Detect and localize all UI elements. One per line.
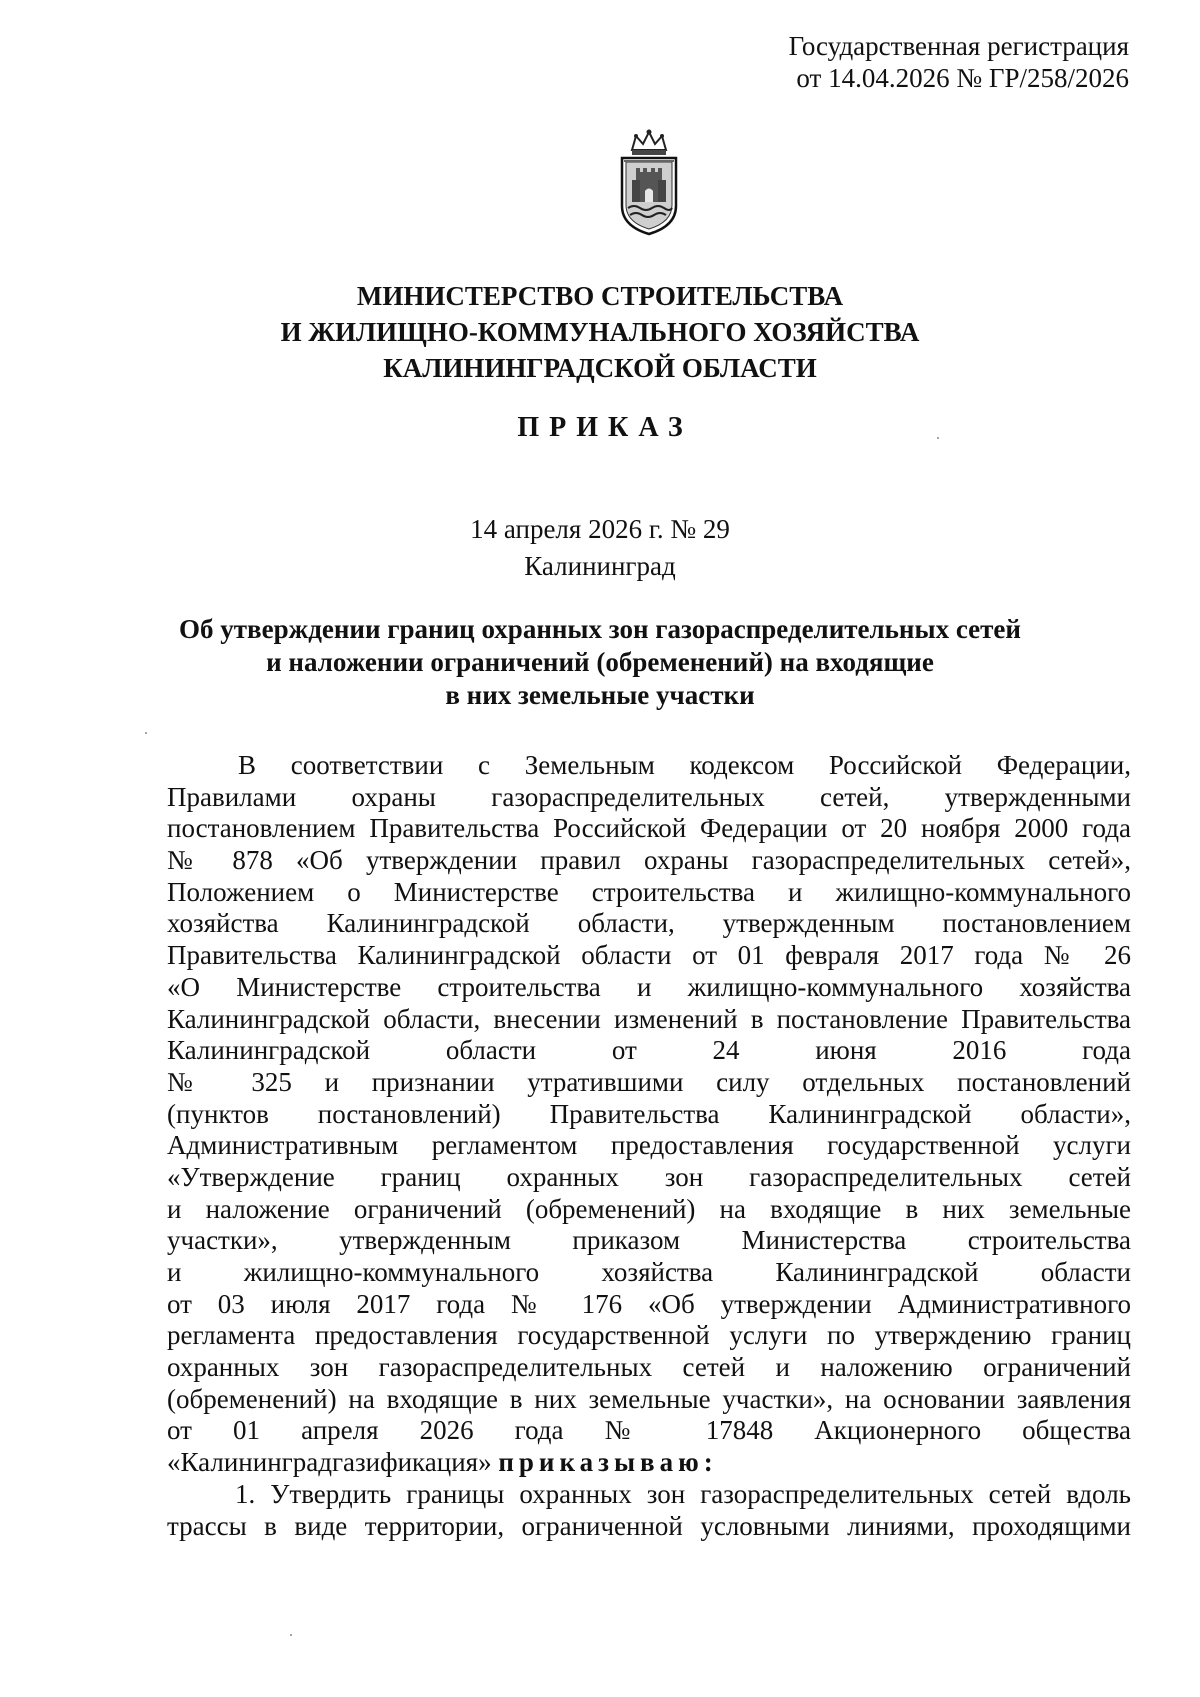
ministry-line-2: И ЖИЛИЩНО-КОММУНАЛЬНОГО ХОЗЯЙСТВА [280, 317, 920, 347]
document-type-heading: ПРИКАЗ [517, 412, 693, 443]
body-line: (обременений) на входящие в них земельные участки», на основании заявления [167, 1383, 1131, 1414]
body-line: Положением о Министерстве строительства и жилищно-коммунального [167, 876, 1131, 907]
body-line: Правительства Калининградской области от 01 февраля 2017 года № 26 [167, 940, 1131, 971]
scan-speck [145, 732, 147, 734]
body-line: охранных зон газораспределительных сетей и наложению ограничений [167, 1352, 1131, 1383]
order-date-number: 14 апреля 2026 г. № 29 [470, 514, 730, 544]
body-line: «Утверждение границ охранных зон газораспределительных сетей [167, 1161, 1131, 1192]
body-line: участки», утвержденным приказом Министерства строительства [167, 1225, 1131, 1256]
title-line-2: и наложении ограничений (обременений) на входящие [266, 647, 934, 677]
title-line-1: Об утверждении границ охранных зон газораспределительных сетей [179, 614, 1021, 644]
document-body [167, 750, 1131, 1542]
body-line: Калининградской области от 24 июня 2016 года [167, 1035, 1131, 1066]
registration-line-1: Государственная регистрация [788, 31, 1129, 61]
body-line: «О Министерстве строительства и жилищно-коммунального хозяйства [167, 971, 1131, 1002]
body-line: и наложение ограничений (обременений) на входящие в них земельные [167, 1193, 1131, 1224]
body-line: постановлением Правительства Российской Федерации от 20 ноября 2000 года [167, 813, 1131, 844]
ministry-line-3: КАЛИНИНГРАДСКОЙ ОБЛАСТИ [383, 353, 817, 383]
body-line: от 03 июля 2017 года № 176 «Об утверждении Административного [167, 1288, 1131, 1319]
item-1-line-1: 1. Утвердить границы охранных зон газораспределительных сетей вдоль [235, 1478, 1131, 1509]
registration-line-2: от 14.04.2026 № ГР/258/2026 [796, 63, 1129, 93]
body-line: В соответствии с Земельным кодексом Российской Федерации, [238, 750, 1131, 780]
date-and-place [0, 511, 1200, 585]
body-line: Правилами охраны газораспределительных сетей, утвержденными [167, 781, 1131, 812]
order-city: Калининград [524, 551, 676, 581]
ministry-line-1: МИНИСТЕРСТВО СТРОИТЕЛЬСТВА [356, 281, 844, 311]
body-line: регламента предоставления государственной услуги по утверждению границ [167, 1320, 1131, 1351]
ministry-name [150, 278, 1050, 386]
item-1-line-2: трассы в виде территории, ограниченной условными линиями, проходящими [167, 1510, 1131, 1541]
scan-speck [937, 437, 939, 439]
body-line: № 878 «Об утверждении правил охраны газораспределительных сетей», [167, 845, 1131, 876]
body-line: (пунктов постановлений) Правительства Калининградской области», [167, 1098, 1131, 1129]
body-line: Административным регламентом предоставления государственной услуги [167, 1130, 1131, 1161]
body-line: хозяйства Калининградской области, утвержденным постановлением [167, 908, 1131, 939]
title-line-3: в них земельные участки [445, 680, 755, 710]
body-line: Калининградской области, внесении изменений в постановление Правительства [167, 1003, 1131, 1034]
order-line [167, 1447, 1131, 1479]
body-line: № 325 и признании утратившими силу отдельных постановлений [167, 1066, 1131, 1097]
document-title [150, 613, 1050, 712]
order-colon: : [703, 1447, 713, 1478]
kaliningrad-coat-of-arms-icon [612, 128, 686, 236]
registration-stamp [669, 30, 1129, 94]
scan-speck [290, 1634, 292, 1636]
order-word: приказываю [498, 1447, 704, 1478]
body-line: и жилищно-коммунального хозяйства Калининградской области [167, 1257, 1131, 1287]
body-line: от 01 апреля 2026 года № 17848 Акционерного общества [167, 1415, 1131, 1446]
applicant-name: «Калининградгазификация» [167, 1447, 499, 1478]
